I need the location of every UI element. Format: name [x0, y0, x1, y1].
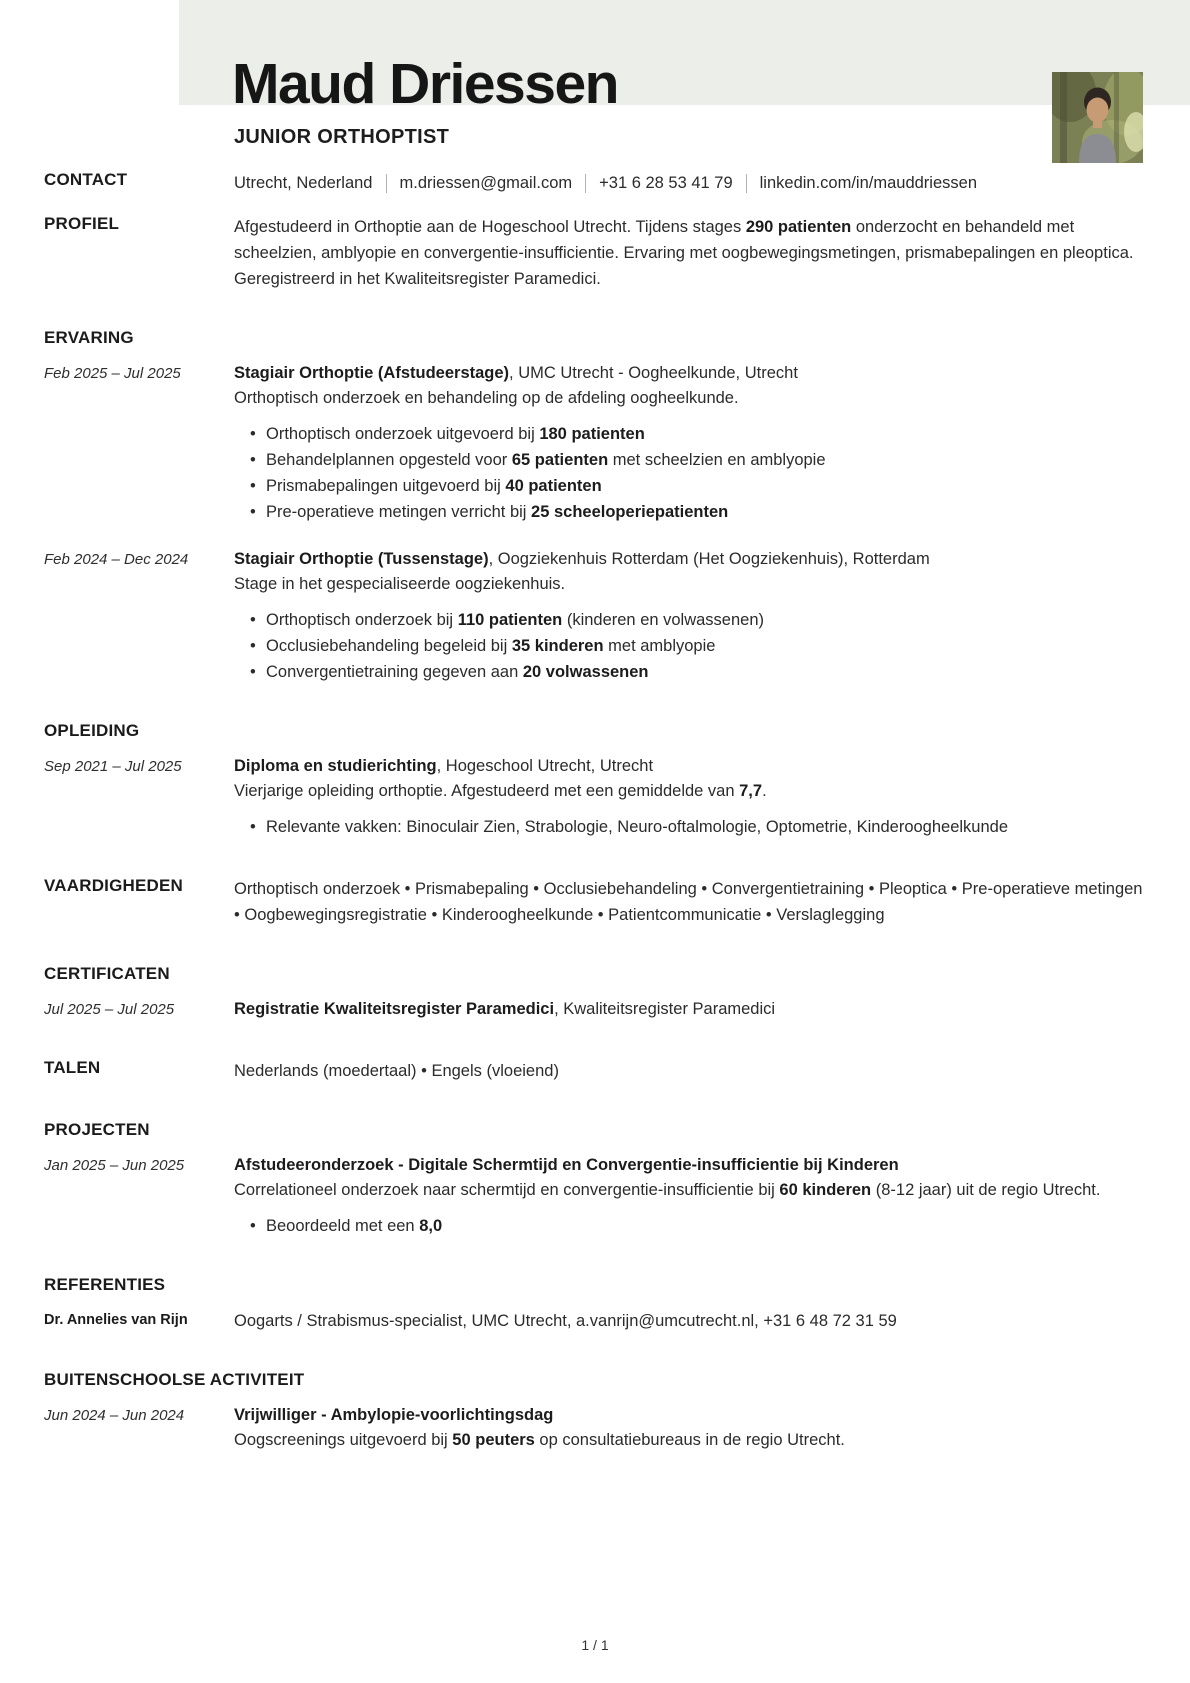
entry-bullets: [234, 421, 1146, 525]
text-run: Stagiair Orthoptie (Tussenstage): [234, 550, 489, 568]
bullet-item: [250, 1213, 1146, 1239]
text-run: met amblyopie: [603, 637, 716, 655]
entry-date: Feb 2024 – Dec 2024: [44, 551, 189, 568]
bullet-item: [250, 421, 1146, 447]
text-run: Vrijwilliger - Ambylopie-voorlichtingsdag: [234, 1406, 554, 1424]
contact-email: m.driessen@gmail.com: [399, 174, 573, 192]
entry-subtitle: [234, 386, 1146, 411]
text-run: op consultatiebureaus in de regio Utrecht.: [534, 1431, 845, 1449]
bullet-item: [250, 473, 1146, 499]
contact-separator: [746, 174, 747, 193]
ervaring-label: ERVARING: [44, 328, 134, 347]
text-run: Stagiair Orthoptie (Afstudeerstage): [234, 364, 510, 382]
entry-date: Feb 2025 – Jul 2025: [44, 365, 181, 382]
entry-bullets: [234, 814, 1146, 840]
text-run: met scheelzien en amblyopie: [608, 451, 826, 469]
section-talen: [44, 1058, 1146, 1084]
text-run: Beoordeeld met een: [266, 1217, 420, 1235]
text-run: 40 patienten: [505, 477, 602, 495]
text-run: 60 kinderen: [779, 1181, 872, 1199]
text-run: onderzocht en behandeld met scheelzien, amblyopie en convergentie-insufficientie. Ervaring met oogbewegingsmetingen, prismabepalingen en pleoptica. Geregistreerd in het Kwaliteitsregister Paramedici.: [234, 218, 1134, 288]
bullet-item: [250, 499, 1146, 525]
text-run: 110 patienten: [457, 611, 563, 629]
reference-name: Dr. Annelies van Rijn: [44, 1312, 188, 1328]
resume-body: [44, 0, 1146, 1453]
entry-subtitle: [234, 1428, 1146, 1453]
contact-line: [234, 170, 1146, 196]
profiel-text: [234, 214, 1146, 292]
entry-subtitle: [234, 1178, 1146, 1203]
entry-bullets: [234, 607, 1146, 685]
contact-separator: [585, 174, 586, 193]
entry-title: [234, 1153, 1146, 1178]
person-name: Maud Driessen: [232, 52, 618, 116]
contact-phone: +31 6 28 53 41 79: [599, 174, 733, 192]
entry-title: [234, 547, 1146, 572]
text-run: Diploma en studierichting: [234, 757, 437, 775]
opleiding-label: OPLEIDING: [44, 721, 140, 740]
entry-date: Jan 2025 – Jun 2025: [44, 1157, 185, 1174]
contact-separator: [386, 174, 387, 193]
entry-title: [234, 1403, 1146, 1428]
text-run: Registratie Kwaliteitsregister Paramedici: [234, 1000, 555, 1018]
projecten-label: PROJECTEN: [44, 1120, 150, 1139]
text-run: , Oogziekenhuis Rotterdam (Het Oogziekenhuis), Rotterdam: [488, 550, 930, 568]
certificate-entry: [44, 997, 1146, 1022]
text-run: 20 volwassenen: [522, 663, 649, 681]
text-run: 25 scheeloperiepatienten: [531, 503, 729, 521]
education-entry: [44, 754, 1146, 840]
text-run: , Hogeschool Utrecht, Utrecht: [436, 757, 654, 775]
section-certificaten: [44, 964, 1146, 984]
text-run: Stage in het gespecialiseerde oogziekenhuis.: [234, 575, 566, 593]
section-profiel: [44, 214, 1146, 292]
text-run: 290 patienten: [745, 218, 852, 236]
text-run: Correlationeel onderzoek naar schermtijd en convergentie-insufficientie bij: [234, 1181, 780, 1199]
bullet-item: [250, 447, 1146, 473]
bullet-item: [250, 607, 1146, 633]
entry-title: [234, 997, 1146, 1022]
entry-date: Jul 2025 – Jul 2025: [44, 1001, 175, 1018]
contact-linkedin: linkedin.com/in/mauddriessen: [759, 174, 978, 192]
vaardigheden-label: VAARDIGHEDEN: [44, 876, 184, 895]
contact-location: Utrecht, Nederland: [234, 174, 373, 192]
text-run: 180 patienten: [539, 425, 645, 443]
text-run: 35 kinderen: [511, 637, 604, 655]
text-run: , UMC Utrecht - Oogheelkunde, Utrecht: [509, 364, 798, 382]
section-vaardigheden: [44, 876, 1146, 928]
text-run: Oogscreenings uitgevoerd bij: [234, 1431, 453, 1449]
text-run: Behandelplannen opgesteld voor: [266, 451, 512, 469]
section-projecten: [44, 1120, 1146, 1140]
text-run: Orthoptisch onderzoek en behandeling op de afdeling oogheelkunde.: [234, 389, 739, 407]
text-run: (kinderen en volwassenen): [562, 611, 765, 629]
experience-entry: [44, 547, 1146, 685]
contact-label: CONTACT: [44, 170, 128, 189]
bullet-item: [250, 659, 1146, 685]
text-run: .: [762, 782, 767, 800]
text-run: Vierjarige opleiding orthoptie. Afgestudeerd met een gemiddelde van: [234, 782, 740, 800]
buitenschools-label: BUITENSCHOOLSE ACTIVITEIT: [44, 1370, 305, 1389]
entry-date: Jun 2024 – Jun 2024: [44, 1407, 185, 1424]
section-buitenschools: [44, 1370, 1146, 1390]
skills-list: Orthoptisch onderzoek • Prismabepaling • Occlusiebehandeling • Convergentietraining • Pleoptica • Pre-operatieve metingen • Oogbewegingsregistratie • Kinderoogheelkunde • Patientcommunicatie • Verslaglegging: [234, 880, 1143, 924]
text-run: Convergentietraining gegeven aan: [266, 663, 523, 681]
text-run: Orthoptisch onderzoek uitgevoerd bij: [266, 425, 540, 443]
bullet-item: [250, 814, 1146, 840]
page-number: 1 / 1: [581, 1637, 609, 1653]
person-job-title: JUNIOR ORTHOPTIST: [234, 126, 450, 148]
text-run: Pre-operatieve metingen verricht bij: [266, 503, 532, 521]
text-run: 65 patienten: [511, 451, 609, 469]
activity-entry: [44, 1403, 1146, 1453]
certificaten-label: CERTIFICATEN: [44, 964, 170, 983]
bullet-item: [250, 633, 1146, 659]
languages-list: Nederlands (moedertaal) • Engels (vloeiend): [234, 1062, 559, 1080]
entry-subtitle: [234, 779, 1146, 804]
section-ervaring: [44, 328, 1146, 348]
project-entry: [44, 1153, 1146, 1239]
text-run: Prismabepalingen uitgevoerd bij: [266, 477, 506, 495]
referenties-label: REFERENTIES: [44, 1275, 166, 1294]
text-run: 7,7: [739, 782, 763, 800]
section-opleiding: [44, 721, 1146, 741]
text-run: Afstudeeronderzoek - Digitale Schermtijd en Convergentie-insufficientie bij Kinderen: [234, 1156, 899, 1174]
entry-title: [234, 361, 1146, 386]
profiel-label: PROFIEL: [44, 214, 120, 233]
reference-entry: [44, 1308, 1146, 1334]
text-run: , Kwaliteitsregister Paramedici: [554, 1000, 776, 1018]
entry-subtitle: [234, 572, 1146, 597]
entry-bullets: [234, 1213, 1146, 1239]
experience-entry: [44, 361, 1146, 525]
text-run: Relevante vakken: Binoculair Zien, Strabologie, Neuro-oftalmologie, Optometrie, Kinderoogheelkunde: [266, 818, 1009, 836]
section-contact: [44, 170, 1146, 196]
text-run: 50 peuters: [452, 1431, 535, 1449]
talen-label: TALEN: [44, 1058, 101, 1077]
entry-title: [234, 754, 1146, 779]
text-run: Afgestudeerd in Orthoptie aan de Hogeschool Utrecht. Tijdens stages: [234, 218, 746, 236]
text-run: (8-12 jaar) uit de regio Utrecht.: [871, 1181, 1101, 1199]
entry-date: Sep 2021 – Jul 2025: [44, 758, 182, 775]
text-run: 8,0: [419, 1217, 443, 1235]
text-run: Occlusiebehandeling begeleid bij: [266, 637, 512, 655]
text-run: Orthoptisch onderzoek bij: [266, 611, 458, 629]
reference-description: Oogarts / Strabismus-specialist, UMC Utrecht, a.vanrijn@umcutrecht.nl, +31 6 48 72 31 59: [234, 1312, 897, 1330]
section-referenties: [44, 1275, 1146, 1295]
